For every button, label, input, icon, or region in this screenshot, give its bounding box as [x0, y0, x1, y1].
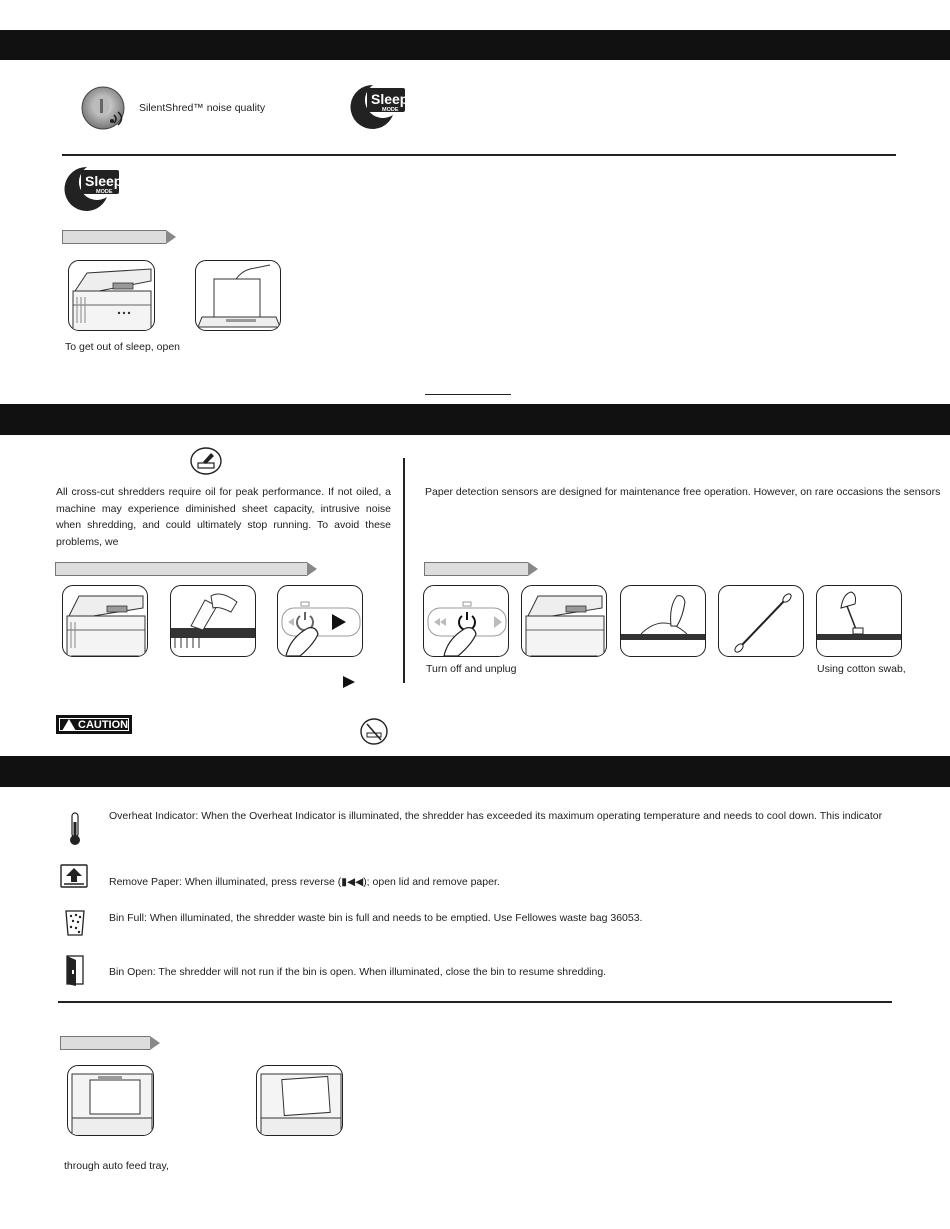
sensors-paragraph: Paper detection sensors are designed for maintenance free operation. However, on rare occasions the sensors: [425, 486, 941, 498]
column-divider: [403, 458, 405, 683]
sleep-step-caption: To get out of sleep, open: [65, 341, 181, 353]
sensor-step-1-image: [423, 585, 509, 657]
auto-feed-tray-illustration: [257, 1066, 343, 1136]
bin-open-icon: [64, 954, 86, 986]
sleep-badge-word: Sleep: [371, 91, 409, 107]
sleep-section-badge-word: Sleep: [85, 173, 123, 189]
silentshred-label: SilentShred™ noise quality: [139, 102, 266, 114]
sensor-step-4-image: [718, 585, 804, 657]
paper-insert-illustration: [196, 261, 281, 331]
oiling-paragraph: All cross-cut shredders require oil for peak performance. If not oiled, a machine may experience diminished sheet capacity, intrusive noise when shredding, and could ultimately stop running. To avoid these problems, we: [56, 486, 391, 548]
indicator-bin-full-text: Bin Full: When illuminated, the shredder waste bin is full and needs to be emptied. Use Fellowes waste bag 36053.: [109, 912, 643, 924]
shredder-top-illustration: [63, 586, 148, 657]
remove-paper-icon: [60, 864, 88, 888]
indicator-overheat-text: Overheat Indicator: When the Overheat Indicator is illuminated, the shredder has exceeded its maximum operating temperature and needs to cool down. This indicator: [109, 810, 883, 822]
bin-full-icon: [65, 908, 85, 936]
sensor-step-2-image: [521, 585, 607, 657]
oiling-step-3-image: [277, 585, 363, 657]
caution-label: CAUTION: [56, 715, 132, 734]
link-underline: [425, 394, 511, 395]
clearing-step-1-image: [67, 1065, 154, 1136]
clearing-step-2-image: [256, 1065, 343, 1136]
shredder-top-illustration: [69, 261, 155, 331]
oiling-step-1-image: [62, 585, 148, 657]
sleep-section-badge-sub: MODE: [96, 189, 113, 195]
header-band-top: [0, 30, 950, 60]
swab-cleaning-illustration: [817, 586, 902, 657]
thermometer-icon: [68, 812, 82, 846]
oiling-step-2-image: [170, 585, 256, 657]
header-band-maintenance: [0, 404, 950, 435]
sleep-step-2-image: [195, 260, 281, 331]
sensor-step-3-image: [620, 585, 706, 657]
sleep-mode-icon-large: [58, 164, 124, 214]
sleep-mode-icon: [345, 82, 409, 132]
sensor-step-5-image: [816, 585, 902, 657]
forward-button-illustration: [278, 586, 363, 657]
sensor-finger-illustration: [621, 586, 706, 657]
no-oil-icon: [360, 718, 388, 745]
oiling-steps-arrow: [55, 562, 307, 576]
oil-icon: [190, 447, 222, 475]
sensor-steps-arrow: [424, 562, 528, 576]
sensor-caption-right: Using cotton swab,: [817, 663, 906, 675]
auto-feed-tray-illustration: [68, 1066, 154, 1136]
divider-2: [58, 1001, 892, 1003]
indicator-remove-paper-text: Remove Paper: When illuminated, press reverse (▮◀◀); open lid and remove paper.: [109, 876, 500, 888]
divider-1: [62, 154, 896, 156]
clearing-steps-arrow: [60, 1036, 150, 1050]
oil-bottle-illustration: [171, 586, 256, 657]
silentshred-icon: [80, 85, 128, 133]
sensor-caption-left: Turn off and unplug: [426, 663, 517, 675]
sleep-badge-sub: MODE: [382, 107, 399, 113]
clearing-caption: through auto feed tray,: [64, 1160, 169, 1172]
warning-icon: [62, 719, 76, 731]
sleep-step-1-image: [68, 260, 155, 331]
cotton-swab-illustration: [719, 586, 804, 657]
sleep-steps-arrow: [62, 230, 166, 244]
forward-arrow-icon: [342, 676, 356, 688]
shredder-top-illustration: [522, 586, 607, 657]
indicator-bin-open-text: Bin Open: The shredder will not run if the bin is open. When illuminated, close the bin to resume shredding.: [109, 966, 607, 978]
power-button-illustration: [424, 586, 509, 657]
header-band-indicators: [0, 756, 950, 787]
